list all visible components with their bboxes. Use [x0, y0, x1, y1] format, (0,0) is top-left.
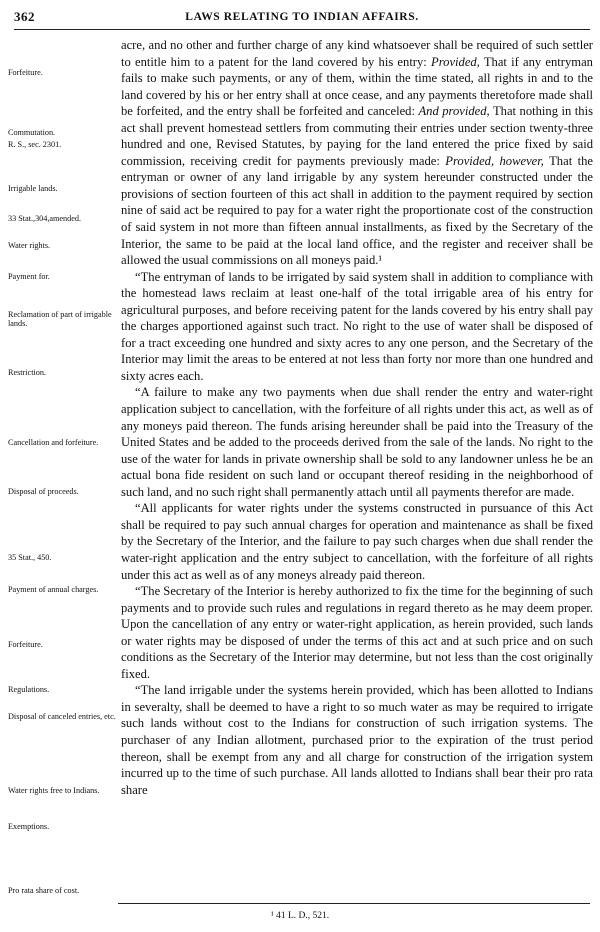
proviso-phrase: And provided, — [418, 104, 490, 119]
margin-note: Restriction. — [8, 368, 46, 377]
paragraph-text: That the entryman or owner of any land irrigable by any system hereunder constructed under the provisions of section fourteen of this act shall in addition to the payment required by section nine of said act be required to pay for a water right the proportionate cost of the construction of said system in not more than fifteen annual installments, as fixed by the Secretary of the Interior, the same to be paid at the local land office, and the register and receiver shall be allowed the usual commissions on all moneys paid.¹ — [121, 153, 593, 268]
margin-note: Water rights. — [8, 241, 51, 250]
margin-note: Commutation. — [8, 128, 56, 137]
footnote-rule — [118, 903, 590, 904]
body-paragraph — [121, 384, 593, 500]
proviso-phrase: Provided, however, — [445, 153, 544, 168]
margin-note: Regulations. — [8, 685, 50, 694]
margin-notes — [0, 0, 118, 932]
paragraph-text: “All applicants for water rights under the systems constructed in pursuance of this Act shall be required to pay such annual charges for operation and maintenance as shall be fixed by the Secretary of the Interior, and the failure to pay such charges when due shall render the water-right application and the entry subject to cancellation, with the forfeiture of all rights under this act as well as of any moneys already paid thereon. — [121, 501, 593, 582]
paragraph-text: “The entryman of lands to be irrigated by said system shall in addition to compliance with the homestead laws reclaim at least one-half of the total irrigable area of his entry for agricultural purposes, and before receiving patent for the lands covered by his entry shall pay the charges apportioned against such tract. No right to the use of water shall be disposed of for a tract exceeding one hundred and sixty acres to any one person, and the Secretary of the Interior may limit the areas to be entered at not less than forty nor more than one hundred and sixty acres each. — [121, 269, 593, 383]
margin-note: Payment of annual charges. — [8, 585, 99, 594]
margin-note: Pro rata share of cost. — [8, 886, 80, 895]
body-text — [121, 37, 593, 798]
body-paragraph — [121, 682, 593, 798]
margin-note: Disposal of canceled entries, etc. — [8, 712, 116, 721]
paragraph-text: “A failure to make any two payments when due shall render the entry and water-right application subject to cancellation, with the forfeiture of all rights under this act, as well as of any moneys paid thereon. The funds arising hereunder shall be paid into the Treasury of the United States and be added to the proceeds derived from the sale of the lands. No right to the use of the water for lands in private ownership shall be sold to any landowner unless he be an actual bona fide resident on such land or occupant thereof residing in the neighborhood of such land, and no such right shall permanently attach until all payments therefor are made. — [121, 385, 593, 499]
margin-note: 33 Stat.,304,amended. — [8, 214, 81, 223]
body-paragraph — [121, 37, 593, 269]
paragraph-text: “The Secretary of the Interior is hereby authorized to fix the time for the beginning of such payments and to provide such rules and regulations in regard thereto as he may deem proper. Upon the cancellation of any entry or water-right application, as herein provided, such lands or water rights may be disposed of under the terms of this act and at such price and on such conditions as the Secretary of the Interior may determine, but not less than the cost originally fixed. — [121, 584, 593, 681]
page-title: LAWS RELATING TO INDIAN AFFAIRS. — [185, 11, 419, 23]
margin-note: Payment for. — [8, 272, 50, 281]
page-number: 362 — [14, 9, 35, 24]
margin-note: 35 Stat., 450. — [8, 553, 52, 562]
paragraph-text: That nothing in this act shall prevent homestead settlers from commuting their entries under section twenty-three hundred and one, Revised Statutes, by paying for the land entered the price fixed by said commission, receiving credit for payments previously made: — [121, 104, 593, 168]
margin-note: Forfeiture. — [8, 640, 43, 649]
proviso-phrase: Provided, — [431, 54, 480, 69]
margin-note: Water rights free to Indians. — [8, 786, 100, 795]
paragraph-text: acre, and no other and further charge of any kind whatsoever shall be required of such settler to entitle him to a patent for the land covered by his entry: — [121, 38, 593, 69]
paragraph-text: That if any entryman fails to make such payments, or any of them, within the time stated, all rights in and to the land covered by his or her entry shall at once cease, and any payments theretofore made shall be forfeited, and the entry shall be forfeited and canceled: — [121, 54, 593, 119]
body-paragraph — [121, 500, 593, 583]
footnote: ¹ 41 L. D., 521. — [270, 911, 330, 921]
paragraph-text: “The land irrigable under the systems herein provided, which has been allotted to Indians in severalty, shall be deemed to have a right to so much water as may be required to irrigate such lands without cost to the Indians for construction of such irrigation systems. The purchaser of any Indian allotment, purchased prior to the expiration of the trust period thereon, shall be exempt from any and all charge for construction of the irrigation system incurred up to the time of such purchase. All lands allotted to Indians shall bear their pro rata share — [121, 683, 593, 797]
body-paragraph — [121, 269, 593, 385]
margin-note: Cancellation and forfeiture. — [8, 438, 99, 447]
margin-note: Irrigable lands. — [8, 184, 58, 193]
margin-note: Exemptions. — [8, 822, 50, 831]
body-paragraph — [121, 583, 593, 682]
margin-note: Forfeiture. — [8, 68, 43, 77]
margin-note: R. S., sec. 2301. — [8, 140, 62, 149]
margin-note: Disposal of proceeds. — [8, 487, 79, 496]
margin-note: Reclamation of part of irrigable lands. — [8, 310, 112, 328]
